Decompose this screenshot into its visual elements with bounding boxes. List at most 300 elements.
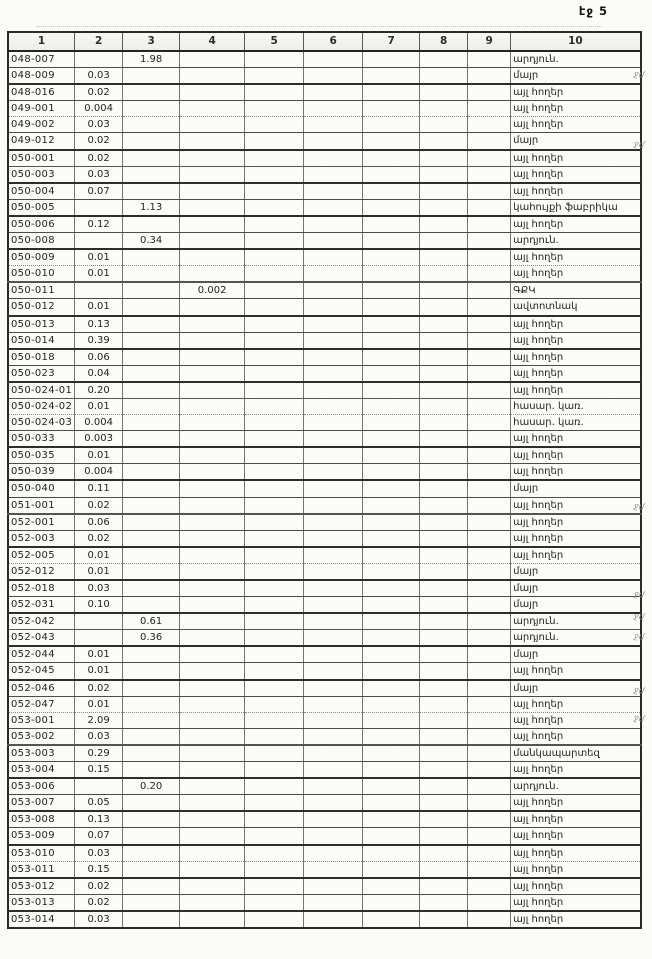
empty-cell (420, 464, 468, 481)
empty-cell (245, 597, 304, 614)
land-use-cell: ԳՔԿ (511, 282, 641, 299)
empty-cell (304, 349, 363, 366)
land-use-cell: այլ հողեր (511, 431, 641, 448)
parcel-code-cell: 050-023 (8, 365, 75, 382)
value-cell-col4 (180, 894, 245, 911)
value-cell-col3 (123, 497, 180, 514)
empty-cell (245, 480, 304, 497)
land-use-cell: այլ հողեր (511, 447, 641, 464)
table-row (8, 563, 641, 580)
empty-cell (363, 811, 420, 828)
empty-cell (420, 183, 468, 200)
value-cell-col4 (180, 480, 245, 497)
value-cell-col2: 0.10 (75, 597, 123, 614)
value-cell-col4 (180, 117, 245, 133)
scan-margin-mark: ջմ (633, 631, 645, 643)
empty-cell (468, 349, 511, 366)
empty-cell (304, 778, 363, 795)
empty-cell (304, 398, 363, 414)
empty-cell (245, 663, 304, 680)
empty-cell (420, 745, 468, 762)
empty-cell (245, 696, 304, 712)
value-cell-col4 (180, 431, 245, 448)
land-use-cell: այլ հողեր (511, 795, 641, 812)
value-cell-col4 (180, 563, 245, 580)
empty-cell (363, 150, 420, 167)
value-cell-col2 (75, 199, 123, 216)
value-cell-col2: 0.06 (75, 514, 123, 531)
table-row (8, 663, 641, 680)
parcel-code-cell: 050-004 (8, 183, 75, 200)
value-cell-col2: 2.09 (75, 712, 123, 728)
table-row (8, 382, 641, 399)
value-cell-col2: 0.03 (75, 580, 123, 597)
column-header-6: 6 (304, 32, 363, 51)
empty-cell (304, 563, 363, 580)
empty-cell (304, 663, 363, 680)
empty-cell (245, 398, 304, 414)
empty-cell (304, 68, 363, 85)
empty-cell (420, 663, 468, 680)
value-cell-col4 (180, 365, 245, 382)
empty-cell (363, 199, 420, 216)
value-cell-col2: 0.03 (75, 911, 123, 928)
empty-cell (420, 795, 468, 812)
table-row (8, 861, 641, 878)
empty-cell (245, 382, 304, 399)
value-cell-col2: 0.03 (75, 68, 123, 85)
parcel-code-cell: 050-011 (8, 282, 75, 299)
empty-cell (363, 630, 420, 647)
value-cell-col2: 0.02 (75, 84, 123, 101)
empty-cell (245, 580, 304, 597)
table-row (8, 299, 641, 316)
value-cell-col3 (123, 382, 180, 399)
table-row (8, 282, 641, 299)
empty-cell (468, 199, 511, 216)
parcel-code-cell: 052-003 (8, 530, 75, 547)
value-cell-col4 (180, 712, 245, 728)
empty-cell (304, 431, 363, 448)
land-use-cell: այլ հողեր (511, 117, 641, 133)
value-cell-col3: 0.34 (123, 233, 180, 250)
value-cell-col3 (123, 447, 180, 464)
empty-cell (245, 894, 304, 911)
parcel-code-cell: 053-010 (8, 845, 75, 862)
table-row (8, 150, 641, 167)
empty-cell (304, 365, 363, 382)
table-row (8, 795, 641, 812)
value-cell-col2 (75, 630, 123, 647)
value-cell-col4 (180, 845, 245, 862)
empty-cell (420, 762, 468, 779)
empty-cell (468, 415, 511, 431)
empty-cell (363, 447, 420, 464)
empty-cell (363, 778, 420, 795)
empty-cell (245, 183, 304, 200)
empty-cell (468, 266, 511, 283)
table-row (8, 845, 641, 862)
empty-cell (468, 630, 511, 647)
empty-cell (420, 563, 468, 580)
page-number-label: էջ 5 (578, 4, 608, 18)
parcel-code-cell: 049-001 (8, 101, 75, 117)
empty-cell (420, 84, 468, 101)
table-row (8, 84, 641, 101)
table-row (8, 828, 641, 845)
empty-cell (468, 398, 511, 414)
value-cell-col2: 0.03 (75, 166, 123, 183)
parcel-code-cell: 052-031 (8, 597, 75, 614)
value-cell-col4 (180, 299, 245, 316)
empty-cell (420, 480, 468, 497)
parcel-code-cell: 053-003 (8, 745, 75, 762)
land-use-cell: այլ հողեր (511, 663, 641, 680)
value-cell-col3 (123, 680, 180, 697)
empty-cell (363, 530, 420, 547)
value-cell-col3 (123, 762, 180, 779)
table-row (8, 415, 641, 431)
value-cell-col3 (123, 547, 180, 564)
value-cell-col2: 0.02 (75, 497, 123, 514)
value-cell-col3 (123, 845, 180, 862)
empty-cell (245, 563, 304, 580)
value-cell-col4 (180, 878, 245, 895)
empty-cell (245, 51, 304, 68)
empty-cell (420, 530, 468, 547)
value-cell-col3 (123, 464, 180, 481)
table-row (8, 216, 641, 233)
empty-cell (304, 712, 363, 728)
parcel-code-cell: 053-011 (8, 861, 75, 878)
value-cell-col2: 0.06 (75, 349, 123, 366)
empty-cell (363, 183, 420, 200)
empty-cell (363, 117, 420, 133)
land-use-cell: մայր (511, 133, 641, 150)
empty-cell (468, 464, 511, 481)
value-cell-col2 (75, 233, 123, 250)
empty-cell (420, 630, 468, 647)
parcel-code-cell: 053-002 (8, 728, 75, 745)
empty-cell (363, 663, 420, 680)
empty-cell (304, 580, 363, 597)
column-header-1: 1 (8, 32, 75, 51)
table-row (8, 316, 641, 333)
value-cell-col2: 0.02 (75, 680, 123, 697)
empty-cell (363, 563, 420, 580)
empty-cell (420, 878, 468, 895)
empty-cell (468, 183, 511, 200)
empty-cell (468, 299, 511, 316)
empty-cell (468, 233, 511, 250)
empty-cell (363, 84, 420, 101)
empty-cell (304, 861, 363, 878)
value-cell-col4 (180, 84, 245, 101)
empty-cell (363, 845, 420, 862)
value-cell-col3 (123, 480, 180, 497)
value-cell-col3 (123, 861, 180, 878)
value-cell-col3 (123, 580, 180, 597)
value-cell-col4 (180, 51, 245, 68)
empty-cell (245, 728, 304, 745)
value-cell-col2: 0.02 (75, 133, 123, 150)
value-cell-col4 (180, 415, 245, 431)
table-header-row (8, 32, 641, 51)
empty-cell (363, 861, 420, 878)
empty-cell (304, 845, 363, 862)
land-use-cell: արդյուն. (511, 233, 641, 250)
parcel-code-cell: 050-001 (8, 150, 75, 167)
empty-cell (245, 845, 304, 862)
value-cell-col4 (180, 597, 245, 614)
empty-cell (468, 663, 511, 680)
value-cell-col2 (75, 778, 123, 795)
empty-cell (363, 216, 420, 233)
value-cell-col2: 0.004 (75, 415, 123, 431)
parcel-code-cell: 052-005 (8, 547, 75, 564)
empty-cell (304, 216, 363, 233)
value-cell-col3 (123, 530, 180, 547)
empty-cell (420, 728, 468, 745)
empty-cell (304, 249, 363, 266)
empty-cell (304, 597, 363, 614)
empty-cell (363, 762, 420, 779)
empty-cell (363, 349, 420, 366)
empty-cell (420, 597, 468, 614)
scan-margin-mark: ջմ (633, 139, 645, 151)
table-row (8, 762, 641, 779)
parcel-code-cell: 052-044 (8, 646, 75, 663)
land-use-cell: այլ հողեր (511, 878, 641, 895)
empty-cell (363, 580, 420, 597)
empty-cell (420, 447, 468, 464)
parcel-code-cell: 051-001 (8, 497, 75, 514)
empty-cell (245, 199, 304, 216)
column-header-10: 10 (511, 32, 641, 51)
empty-cell (420, 911, 468, 928)
empty-cell (304, 233, 363, 250)
parcel-code-cell: 049-002 (8, 117, 75, 133)
parcel-code-cell: 052-018 (8, 580, 75, 597)
value-cell-col3 (123, 728, 180, 745)
empty-cell (363, 249, 420, 266)
value-cell-col3 (123, 282, 180, 299)
empty-cell (363, 51, 420, 68)
empty-cell (245, 861, 304, 878)
value-cell-col4 (180, 233, 245, 250)
land-use-cell: մայր (511, 680, 641, 697)
value-cell-col2: 0.02 (75, 530, 123, 547)
column-header-9: 9 (468, 32, 511, 51)
value-cell-col3 (123, 795, 180, 812)
value-cell-col3 (123, 216, 180, 233)
table-row (8, 349, 641, 366)
table-row (8, 431, 641, 448)
empty-cell (420, 580, 468, 597)
land-use-cell: մանկապարտեզ (511, 745, 641, 762)
value-cell-col3 (123, 878, 180, 895)
value-cell-col3 (123, 894, 180, 911)
empty-cell (420, 514, 468, 531)
empty-cell (420, 547, 468, 564)
empty-cell (363, 365, 420, 382)
table-row (8, 878, 641, 895)
land-use-cell: այլ հողեր (511, 547, 641, 564)
empty-cell (304, 84, 363, 101)
value-cell-col3 (123, 133, 180, 150)
value-cell-col3 (123, 811, 180, 828)
value-cell-col2: 0.07 (75, 828, 123, 845)
empty-cell (468, 894, 511, 911)
empty-cell (468, 861, 511, 878)
empty-cell (420, 613, 468, 630)
empty-cell (245, 349, 304, 366)
empty-cell (304, 728, 363, 745)
empty-cell (420, 316, 468, 333)
empty-cell (304, 547, 363, 564)
parcel-code-cell: 053-014 (8, 911, 75, 928)
value-cell-col4 (180, 266, 245, 283)
table-row (8, 580, 641, 597)
parcel-code-cell: 050-012 (8, 299, 75, 316)
parcel-code-cell: 050-040 (8, 480, 75, 497)
land-use-cell: այլ հողեր (511, 150, 641, 167)
empty-cell (363, 878, 420, 895)
value-cell-col4 (180, 828, 245, 845)
empty-cell (363, 547, 420, 564)
empty-cell (304, 762, 363, 779)
parcel-code-cell: 052-012 (8, 563, 75, 580)
empty-cell (420, 266, 468, 283)
empty-cell (245, 150, 304, 167)
empty-cell (245, 282, 304, 299)
empty-cell (245, 166, 304, 183)
table-row (8, 332, 641, 349)
empty-cell (245, 117, 304, 133)
scan-artifact-line (36, 26, 602, 27)
empty-cell (363, 728, 420, 745)
value-cell-col2: 0.01 (75, 547, 123, 564)
value-cell-col2: 0.12 (75, 216, 123, 233)
empty-cell (468, 597, 511, 614)
value-cell-col4 (180, 795, 245, 812)
empty-cell (304, 795, 363, 812)
value-cell-col2 (75, 282, 123, 299)
empty-cell (363, 696, 420, 712)
empty-cell (363, 431, 420, 448)
empty-cell (468, 514, 511, 531)
value-cell-col4 (180, 166, 245, 183)
table-row (8, 597, 641, 614)
value-cell-col2: 0.03 (75, 728, 123, 745)
empty-cell (245, 365, 304, 382)
parcel-code-cell: 053-004 (8, 762, 75, 779)
empty-cell (304, 415, 363, 431)
empty-cell (420, 249, 468, 266)
value-cell-col3 (123, 431, 180, 448)
empty-cell (420, 398, 468, 414)
value-cell-col2: 0.11 (75, 480, 123, 497)
value-cell-col3 (123, 365, 180, 382)
value-cell-col2: 0.02 (75, 150, 123, 167)
table-row (8, 101, 641, 117)
table-row (8, 911, 641, 928)
table-row (8, 199, 641, 216)
table-row (8, 447, 641, 464)
empty-cell (245, 630, 304, 647)
empty-cell (420, 811, 468, 828)
land-use-cell: այլ հողեր (511, 349, 641, 366)
land-use-cell: արդյուն. (511, 51, 641, 68)
parcel-code-cell: 052-043 (8, 630, 75, 647)
empty-cell (363, 266, 420, 283)
empty-cell (420, 68, 468, 85)
table-row (8, 133, 641, 150)
value-cell-col4 (180, 613, 245, 630)
value-cell-col3: 0.61 (123, 613, 180, 630)
land-use-cell: այլ հողեր (511, 365, 641, 382)
table-row (8, 480, 641, 497)
parcel-code-cell: 053-008 (8, 811, 75, 828)
empty-cell (245, 497, 304, 514)
empty-cell (304, 166, 363, 183)
value-cell-col2: 0.03 (75, 845, 123, 862)
scan-margin-mark: ջմ (633, 713, 645, 725)
empty-cell (468, 249, 511, 266)
empty-cell (363, 712, 420, 728)
parcel-code-cell: 050-039 (8, 464, 75, 481)
empty-cell (468, 795, 511, 812)
empty-cell (468, 613, 511, 630)
value-cell-col2: 0.15 (75, 762, 123, 779)
empty-cell (468, 745, 511, 762)
value-cell-col3 (123, 663, 180, 680)
land-use-cell: այլ հողեր (511, 316, 641, 333)
empty-cell (468, 382, 511, 399)
land-use-cell: այլ հողեր (511, 166, 641, 183)
empty-cell (468, 712, 511, 728)
empty-cell (363, 398, 420, 414)
table-row (8, 745, 641, 762)
empty-cell (245, 828, 304, 845)
value-cell-col4 (180, 133, 245, 150)
empty-cell (363, 282, 420, 299)
empty-cell (245, 878, 304, 895)
empty-cell (468, 431, 511, 448)
value-cell-col4 (180, 514, 245, 531)
land-use-cell: այլ հողեր (511, 266, 641, 283)
value-cell-col2: 0.04 (75, 365, 123, 382)
empty-cell (304, 199, 363, 216)
empty-cell (304, 183, 363, 200)
empty-cell (304, 266, 363, 283)
value-cell-col4 (180, 382, 245, 399)
value-cell-col4 (180, 398, 245, 414)
value-cell-col3 (123, 696, 180, 712)
empty-cell (468, 51, 511, 68)
empty-cell (420, 497, 468, 514)
column-header-7: 7 (363, 32, 420, 51)
table-row (8, 696, 641, 712)
empty-cell (468, 762, 511, 779)
table-row (8, 68, 641, 85)
empty-cell (420, 299, 468, 316)
scan-margin-mark: ջմ (633, 611, 645, 623)
empty-cell (420, 431, 468, 448)
parcel-code-cell: 050-006 (8, 216, 75, 233)
empty-cell (468, 216, 511, 233)
empty-cell (468, 365, 511, 382)
